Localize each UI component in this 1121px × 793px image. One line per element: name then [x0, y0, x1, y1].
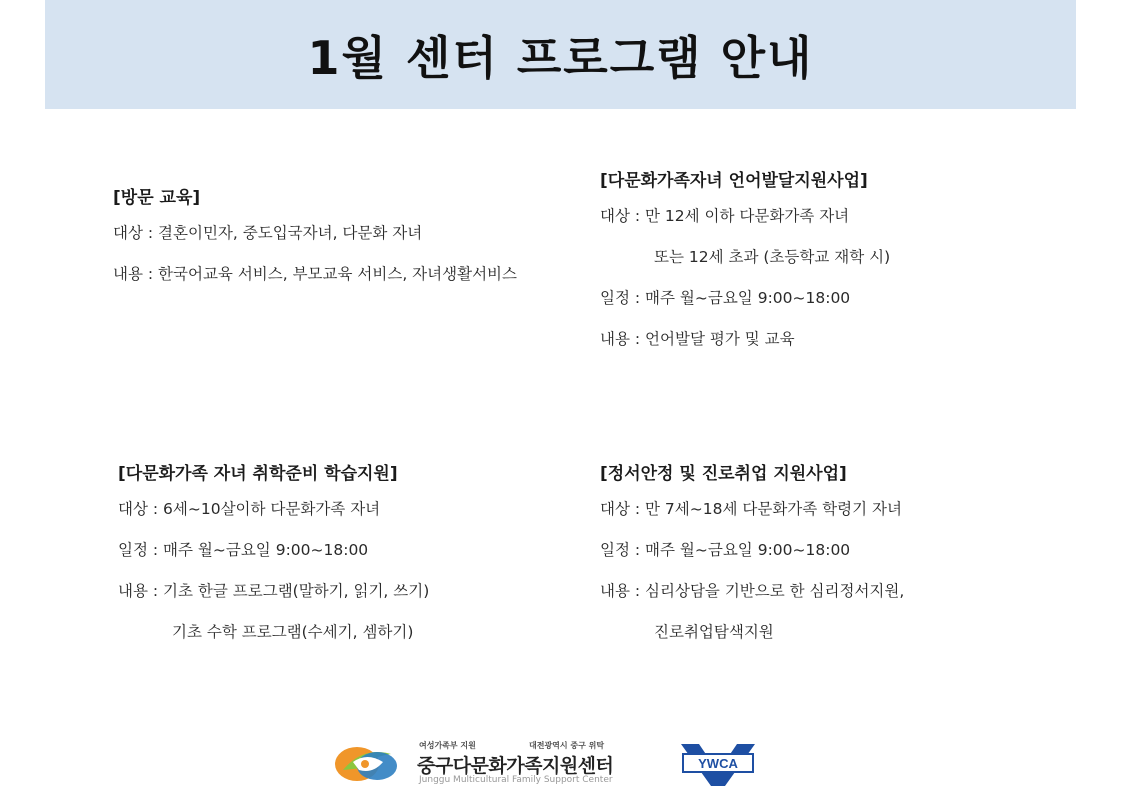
organization-name: 중구다문화가족지원센터 [417, 755, 614, 777]
center-logo-icon [333, 740, 409, 786]
section-line: 대상 : 결혼이민자, 중도입국자녀, 다문화 자녀 [113, 224, 423, 242]
footer-logo-bar [333, 738, 763, 790]
commission-label: 대전광역시 중구 위탁 [529, 741, 605, 750]
ywca-logo-text: YWCA [698, 756, 738, 771]
section-line: 내용 : 심리상담을 기반으로 한 심리정서지원, [600, 582, 905, 600]
section-line: 내용 : 기초 한글 프로그램(말하기, 읽기, 쓰기) [118, 582, 430, 600]
section-visit-education [113, 183, 517, 304]
section-line: 일정 : 매주 월~금요일 9:00~18:00 [600, 289, 851, 307]
title-banner [45, 0, 1076, 109]
section-line: 기초 수학 프로그램(수세기, 셈하기) [172, 623, 414, 641]
sponsor-label: 여성가족부 지원 [419, 741, 476, 750]
section-line: 대상 : 만 7세~18세 다문화가족 학령기 자녀 [600, 500, 902, 518]
section-heading: [정서안정 및 진로취업 지원사업] [600, 464, 847, 484]
section-emotional-career [600, 459, 904, 662]
section-school-readiness [118, 459, 429, 662]
page-title: 1월 센터 프로그램 안내 [307, 30, 814, 85]
section-line: 대상 : 만 12세 이하 다문화가족 자녀 [600, 207, 850, 225]
ywca-logo-icon [679, 742, 757, 788]
section-line: 일정 : 매주 월~금요일 9:00~18:00 [118, 541, 369, 559]
section-heading: [방문 교육] [113, 188, 201, 208]
organization-name-english: Junggu Multicultural Family Support Center [419, 775, 613, 785]
section-line: 내용 : 한국어교육 서비스, 부모교육 서비스, 자녀생활서비스 [113, 265, 517, 283]
section-heading: [다문화가족 자녀 취학준비 학습지원] [118, 464, 398, 484]
section-line: 내용 : 언어발달 평가 및 교육 [600, 330, 795, 348]
section-line: 진로취업탐색지원 [654, 623, 774, 641]
section-language-development [600, 166, 890, 369]
section-line: 대상 : 6세~10살이하 다문화가족 자녀 [118, 500, 381, 518]
section-line: 또는 12세 초과 (초등학교 재학 시) [654, 248, 891, 266]
section-heading: [다문화가족자녀 언어발달지원사업] [600, 171, 868, 191]
section-line: 일정 : 매주 월~금요일 9:00~18:00 [600, 541, 851, 559]
